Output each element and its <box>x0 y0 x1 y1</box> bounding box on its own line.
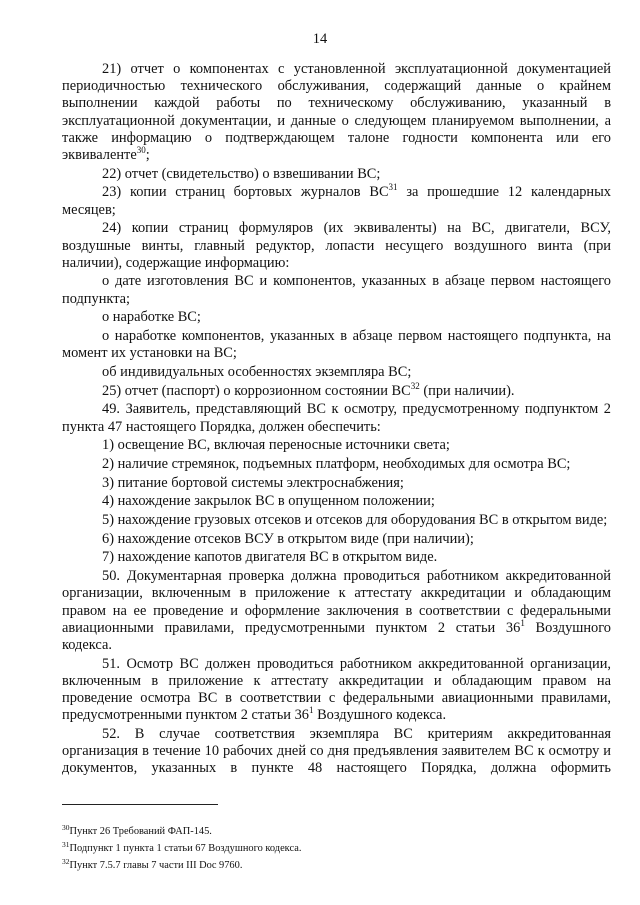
paragraph <box>62 493 611 510</box>
paragraph <box>62 61 611 164</box>
paragraph <box>62 549 611 566</box>
paragraph-text: 3) питание бортовой системы электроснабжения; <box>102 474 404 491</box>
paragraph <box>62 726 611 778</box>
footnote-ref: 31 <box>388 182 398 193</box>
footnotes <box>62 823 611 874</box>
page-number: 14 <box>312 31 328 47</box>
paragraph <box>62 437 611 454</box>
paragraph-text: 1) освещение ВС, включая переносные источники света; <box>102 437 450 454</box>
paragraph-text: 49. Заявитель, представляющий ВС к осмотру, предусмотренному подпунктом 2 пункта 47 настоящего Порядка, должен обеспечить: <box>62 401 611 435</box>
paragraph-text: 22) отчет (свидетельство) о взвешивании ВС; <box>102 165 381 182</box>
paragraph-text: 7) нахождение капотов двигателя ВС в открытом виде. <box>102 549 438 566</box>
footnote-text: Подпункт 1 пункта 1 статьи 67 Воздушного кодекса. <box>69 843 302 854</box>
paragraph <box>62 364 611 381</box>
paragraph-text: о наработке компонентов, указанных в абзаце первом настоящего подпункта, на момент их установки на ВС; <box>62 328 611 362</box>
paragraph-text: 52. В случае соответствия экземпляра ВС критериям аккредитованная организация в течение 10 рабочих дней со дня предъявления заявителем ВС к осмотру и документов, указанных в пункте 48 настоящего Порядка, должна оформить <box>62 726 611 777</box>
paragraph-text: о наработке ВС; <box>102 309 201 326</box>
paragraph-text: 23) копии страниц бортовых журналов ВС <box>102 184 389 201</box>
paragraph <box>62 184 611 218</box>
footnote <box>62 840 611 857</box>
footnote-divider <box>62 804 218 805</box>
paragraph-text: 2) наличие стремянок, подъемных платформ, необходимых для осмотра ВС; <box>102 455 571 472</box>
paragraph-text: 6) нахождение отсеков ВСУ в открытом виде (при наличии); <box>102 530 474 547</box>
paragraph <box>62 166 611 183</box>
paragraph-text-tail: (при наличии). <box>419 382 515 399</box>
paragraph <box>62 380 611 400</box>
paragraph-text-tail: Воздушного кодекса. <box>62 619 611 653</box>
paragraph <box>62 220 611 272</box>
footnote-mark: 31 <box>62 840 70 849</box>
footnote-text: Пункт 26 Требований ФАП-145. <box>69 826 212 837</box>
paragraph-text: 51. Осмотр ВС должен проводиться работником аккредитованной организации, включенным в приложение к аттестату аккредитации и обладающим правом на проведение осмотра ВС в соответствии с федеральными авиационными правилами, предусмотренными пунктом 2 статьи 36 <box>62 655 611 724</box>
paragraph-text: о дате изготовления ВС и компонентов, указанных в абзаце первом настоящего подпункта; <box>62 273 611 307</box>
document-body <box>62 61 611 779</box>
footnote-ref: 1 <box>308 705 314 716</box>
footnote-ref: 32 <box>410 380 420 391</box>
paragraph-text: 24) копии страниц формуляров (их эквиваленты) на ВС, двигатели, ВСУ, воздушные винты, главный редуктор, лопасти несущего воздушного винта (при наличии), содержащие информацию: <box>62 220 611 271</box>
paragraph-text-tail: за прошедшие 12 календарных месяцев; <box>62 184 611 218</box>
paragraph-text: 4) нахождение закрылок ВС в опущенном положении; <box>102 493 435 510</box>
paragraph <box>62 456 611 473</box>
paragraph <box>62 568 611 654</box>
paragraph <box>62 401 611 435</box>
paragraph-text-tail: Воздушного кодекса. <box>313 707 447 724</box>
paragraph <box>62 531 611 548</box>
paragraph-text: 25) отчет (паспорт) о коррозионном состоянии ВС <box>102 382 411 399</box>
paragraph <box>62 328 611 362</box>
footnote-mark: 30 <box>62 823 70 832</box>
footnote-text: Пункт 7.5.7 главы 7 части III Doc 9760. <box>69 860 243 871</box>
footnote-ref: 1 <box>520 617 525 628</box>
paragraph <box>62 475 611 492</box>
paragraph <box>62 656 611 725</box>
paragraph-text: 5) нахождение грузовых отсеков и отсеков для оборудования ВС в открытом виде; <box>102 512 608 529</box>
paragraph <box>62 309 611 326</box>
footnote-ref: 30 <box>136 145 146 156</box>
paragraph-text: об индивидуальных особенностях экземпляра ВС; <box>102 363 412 380</box>
footnote <box>62 857 611 874</box>
paragraph-text: 21) отчет о компонентах с установленной эксплуатационной документацией периодичностью технического обслуживания, содержащий данные о крайнем выполнении каждой работы по техническому обслуживанию, указанный в эксплуатационной документации, и данные о следующем планируемом выполнении, а также информацию о подтверждающем талоне годности компонента или его эквиваленте <box>62 61 611 164</box>
footnote <box>62 823 611 840</box>
paragraph <box>62 512 611 529</box>
footnote-mark: 32 <box>62 857 70 866</box>
paragraph-text-tail: ; <box>145 147 150 164</box>
paragraph-text: 50. Документарная проверка должна проводиться работником аккредитованной организации, включенным в приложение к аттестату аккредитации и обладающим правом на ее проведение и оформление заключения в соответствии с федеральными авиационными правилами, предусмотренными пунктом 2 статьи 36 <box>62 568 611 636</box>
paragraph <box>62 273 611 307</box>
